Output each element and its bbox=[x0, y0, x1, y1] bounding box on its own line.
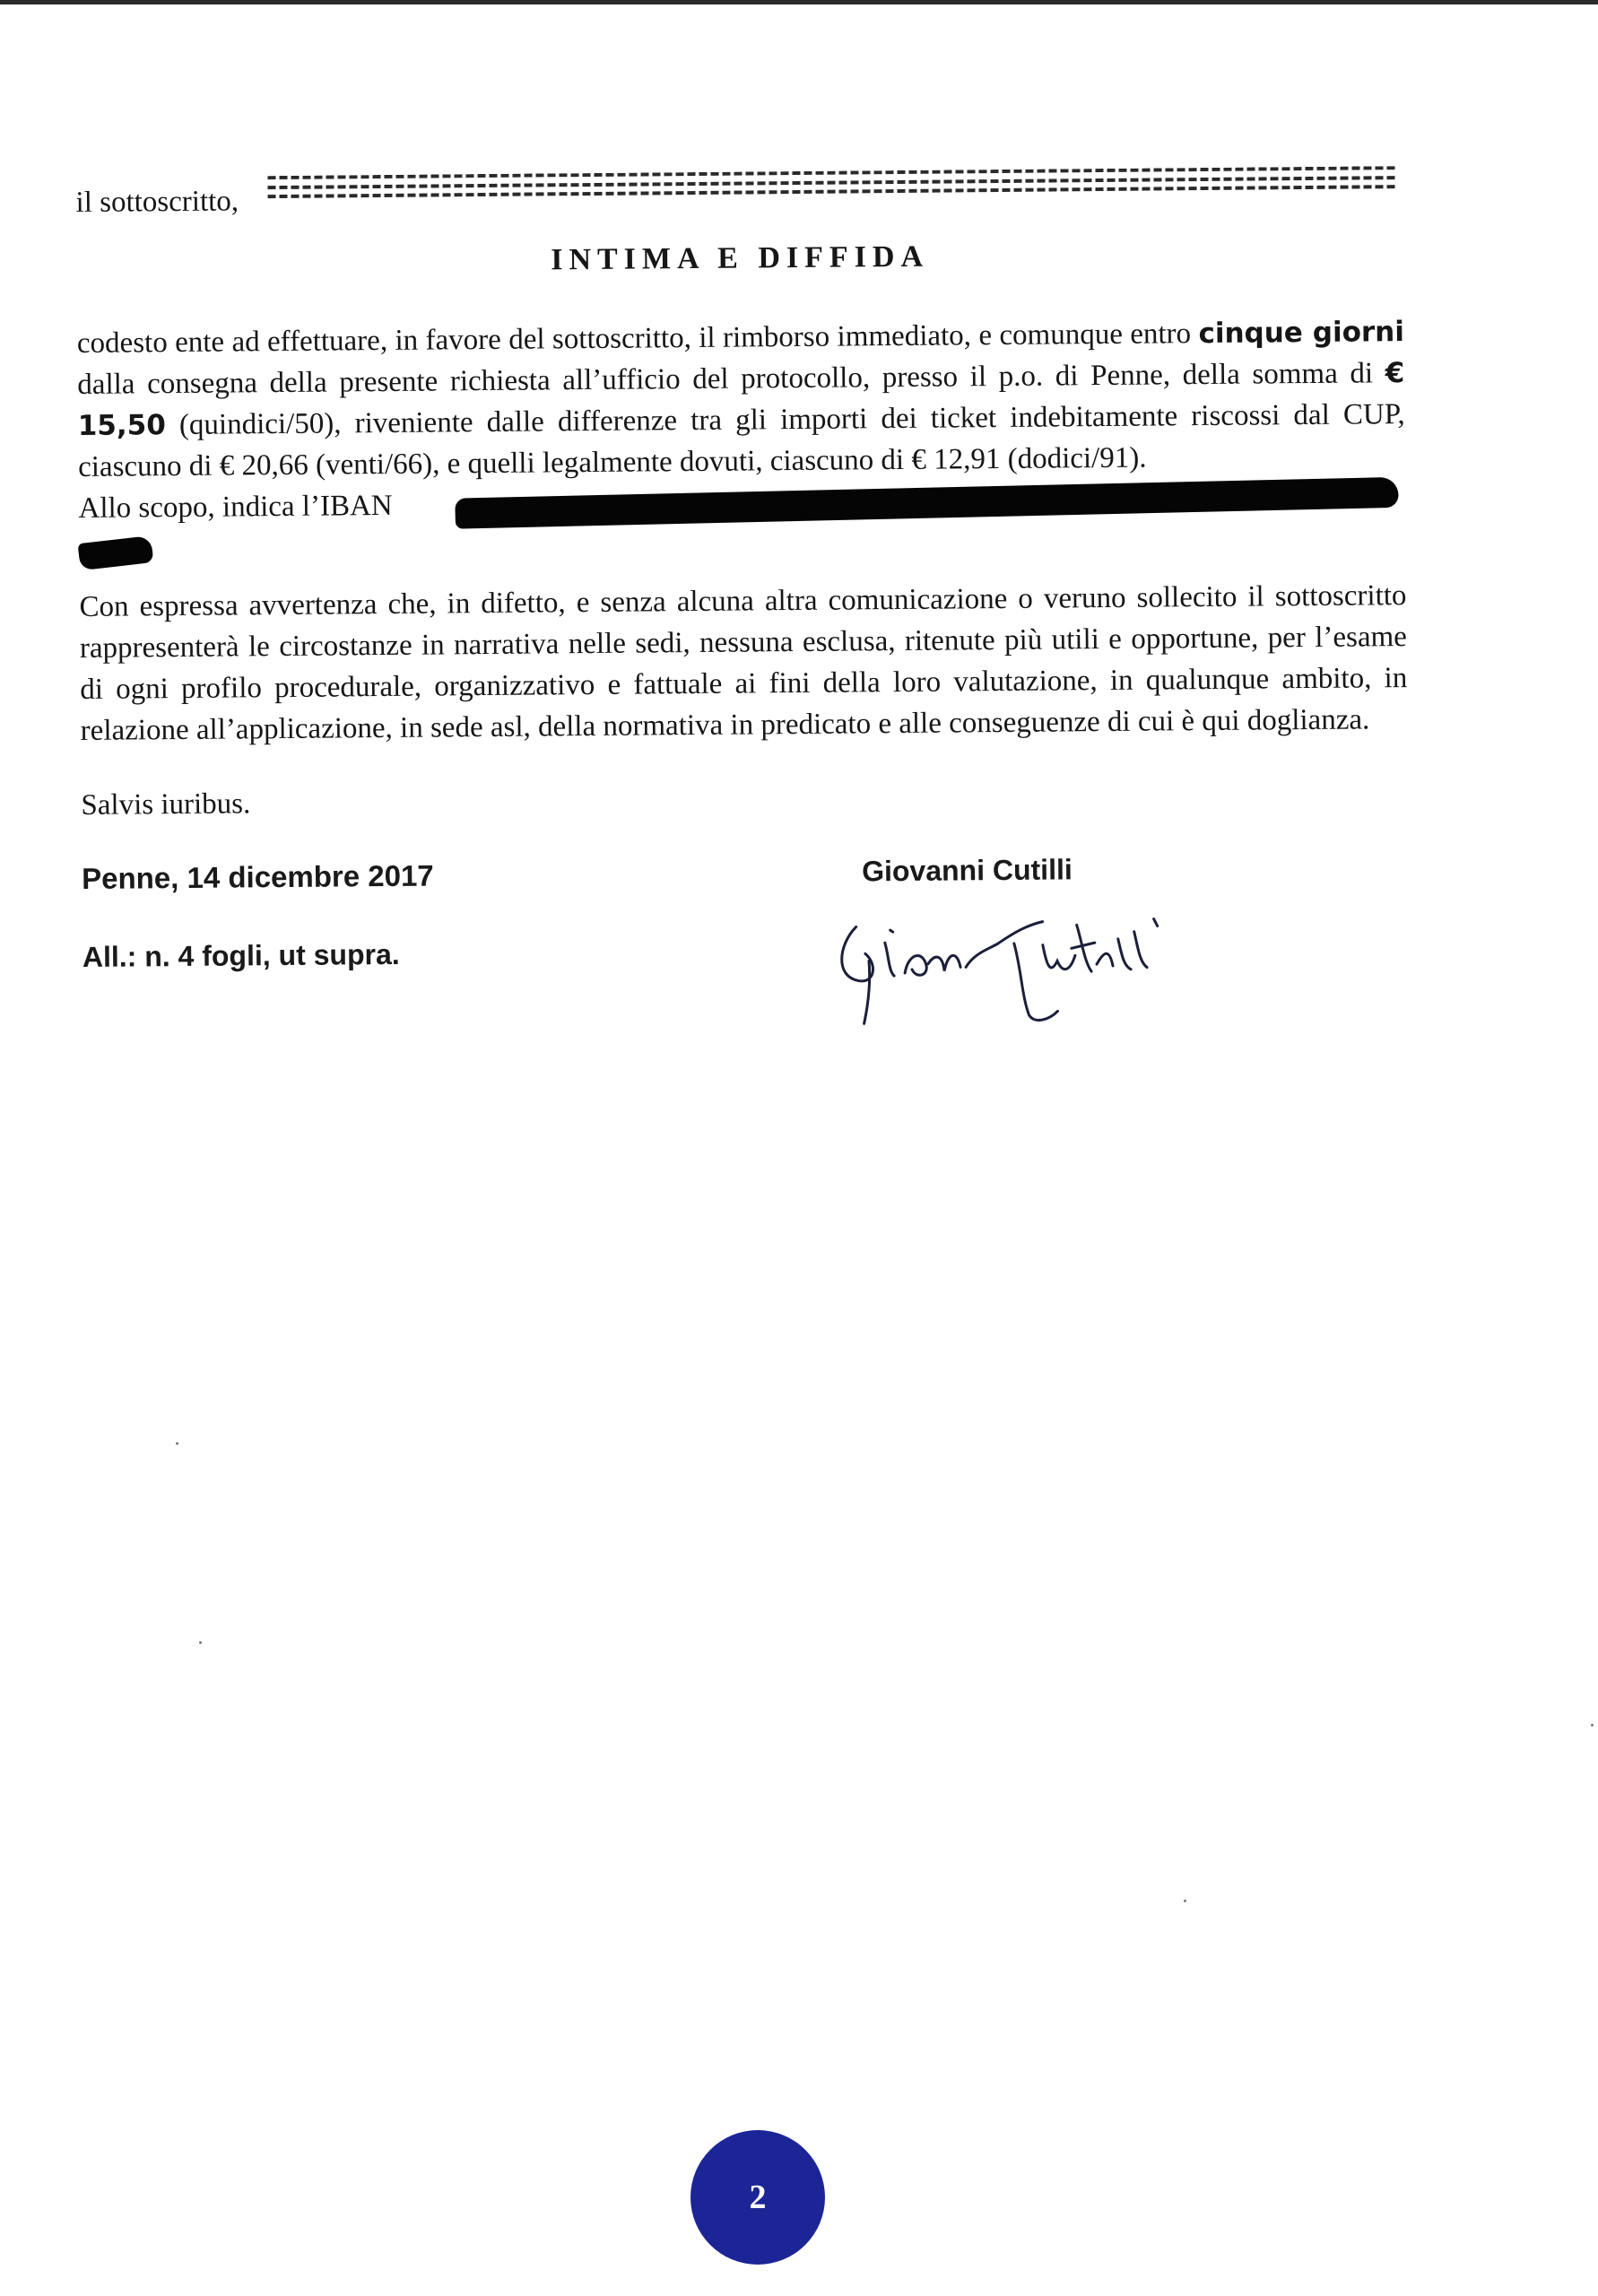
iban-label: Allo scopo, indica l’IBAN bbox=[78, 489, 393, 525]
place-date: Penne, 14 dicembre 2017 bbox=[81, 858, 434, 895]
paragraph-request-part1: codesto ente ad effettuare, in favore del sottoscritto, il rimborso immediato, e comunque entro bbox=[76, 317, 1192, 360]
intro-line bbox=[75, 132, 1403, 219]
scan-speck bbox=[176, 1442, 178, 1445]
deadline-bold: cinque giorni bbox=[1198, 316, 1405, 351]
scan-top-edge bbox=[0, 0, 1598, 4]
paragraph-request-part3: (quindici/50), riveniente dalle differenze tra gli importi dei ticket indebitamente riscossi dal CUP, ciascuno di € 20,66 (venti/66), e quelli legalmente dovuti, ciascuno di € 12,91 (dodici/91). bbox=[77, 398, 1405, 483]
scan-speck bbox=[199, 1641, 202, 1644]
handwritten-signature bbox=[821, 888, 1208, 1026]
paragraph-warning: Con espressa avvertenza che, in difetto, e senza alcuna altra comunicazione o veruno sollecito il sottoscritto rappresenterà le circostanze in narrativa nelle sedi, nessuna esclusa, ritenute più utili e opportune, per l’esame di ogni profilo procedurale, organizzativo e fattuale ai fini della loro valutazione, in qualunque ambito, in relazione all’applicazione, in sede asl, della normativa in predicato e alle conseguenze di cui è qui doglianza. bbox=[79, 579, 1408, 747]
closing-block bbox=[82, 850, 1410, 974]
closing-formula: Salvis iuribus. bbox=[81, 787, 251, 822]
page-number-badge bbox=[690, 2130, 825, 2265]
scan-speck bbox=[1591, 1724, 1594, 1726]
signer-name: Giovanni Cutilli bbox=[861, 853, 1073, 888]
letter-page bbox=[75, 132, 1410, 974]
intro-text: il sottoscritto, bbox=[75, 185, 239, 219]
paragraph-request-part2: dalla consegna della presente richiesta all’ufficio del protocollo, presso il p.o. di Penne, della somma di bbox=[77, 357, 1374, 401]
attachment-note: All.: n. 4 fogli, ut supra. bbox=[82, 937, 400, 973]
paragraph-request bbox=[77, 311, 1406, 488]
page-number: 2 bbox=[749, 2179, 767, 2216]
letter-heading: INTIMA E DIFFIDA bbox=[551, 239, 930, 277]
scan-speck bbox=[1184, 1900, 1186, 1902]
name-redaction-dashes bbox=[267, 166, 1397, 199]
amount-bold: € 15,50 bbox=[77, 357, 1405, 442]
